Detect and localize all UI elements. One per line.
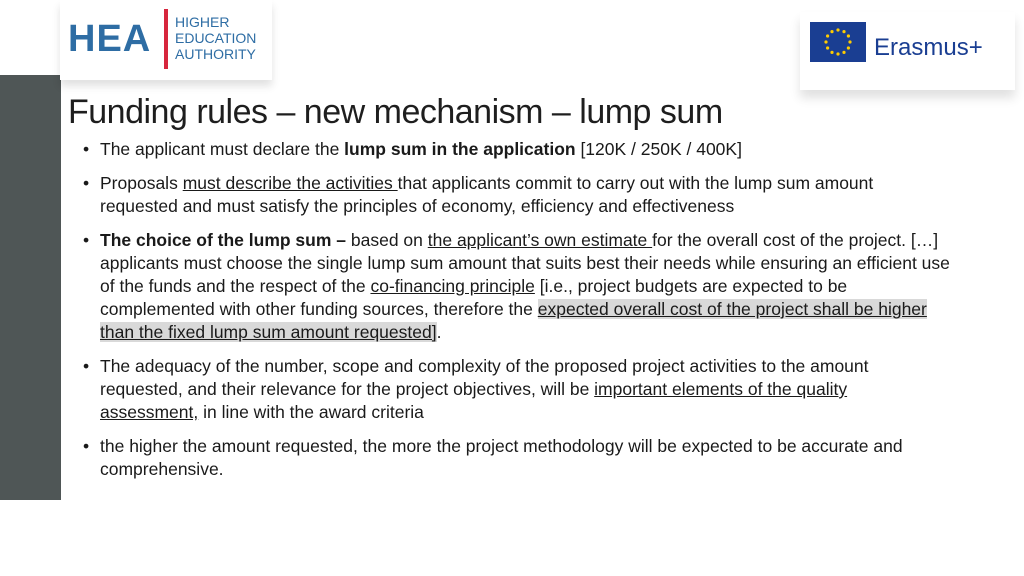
bullet-text: the higher the amount requested, the more the project methodology will be expected to be accurate and comprehensive. [100, 436, 903, 479]
bullet-item [80, 435, 950, 481]
slide-title: Funding rules – new mechanism – lump sum [68, 93, 723, 131]
bullet-bold-text: lump sum in the application [344, 139, 576, 159]
bullet-text: The adequacy of the number, scope and complexity of the proposed project activities to the amount requested, and their relevance for the project objectives, will be [100, 356, 869, 399]
bullet-text: based on [346, 230, 428, 250]
hea-logo-mark: HEA [68, 18, 152, 60]
bullet-item [80, 355, 950, 424]
bullet-item [80, 172, 950, 218]
hea-logo-divider [164, 9, 168, 69]
left-accent-bar [0, 75, 61, 500]
eu-flag-icon [810, 22, 866, 62]
bullet-bold-text: The choice of the lump sum – [100, 230, 347, 250]
hea-logo-line: AUTHORITY [175, 46, 256, 62]
bullet-item [80, 229, 950, 344]
bullet-underlined-text: co-financing principle [370, 276, 535, 296]
bullet-text: The applicant must declare the [100, 139, 345, 159]
bullet-list [80, 138, 950, 492]
hea-logo-line: HIGHER [175, 14, 230, 30]
hea-logo-wordmark [175, 14, 256, 62]
bullet-text: . [436, 322, 442, 342]
bullet-item [80, 138, 950, 161]
bullet-highlighted-text: expected overall cost of the project shall be higher than the fixed lump sum amount requested] [100, 299, 927, 342]
bullet-underlined-text: important elements of the quality assessment, [100, 379, 848, 422]
bullet-text: in line with the award criteria [198, 402, 424, 422]
erasmus-logo [800, 12, 1015, 90]
bullet-underlined-text: must describe the activities [182, 173, 398, 193]
bullet-text: for the overall cost of the project. […] applicants must choose the single lump sum amount that suits best their needs while ensuring an efficient use of the funds and the respect of the [100, 230, 950, 296]
erasmus-wordmark: Erasmus+ [874, 34, 983, 61]
bullet-text: that applicants commit to carry out with the lump sum amount requested and must satisfy the principles of economy, efficiency and effectiveness [100, 173, 874, 216]
bullet-text: [120K / 250K / 400K] [575, 139, 742, 159]
bullet-underlined-text: the applicant’s own estimate [427, 230, 653, 250]
bullet-text: Proposals [100, 173, 183, 193]
bullet-text: [i.e., project budgets are expected to be complemented with other funding sources, therefore the [100, 276, 848, 319]
hea-logo [60, 0, 272, 80]
hea-logo-line: EDUCATION [175, 30, 257, 46]
